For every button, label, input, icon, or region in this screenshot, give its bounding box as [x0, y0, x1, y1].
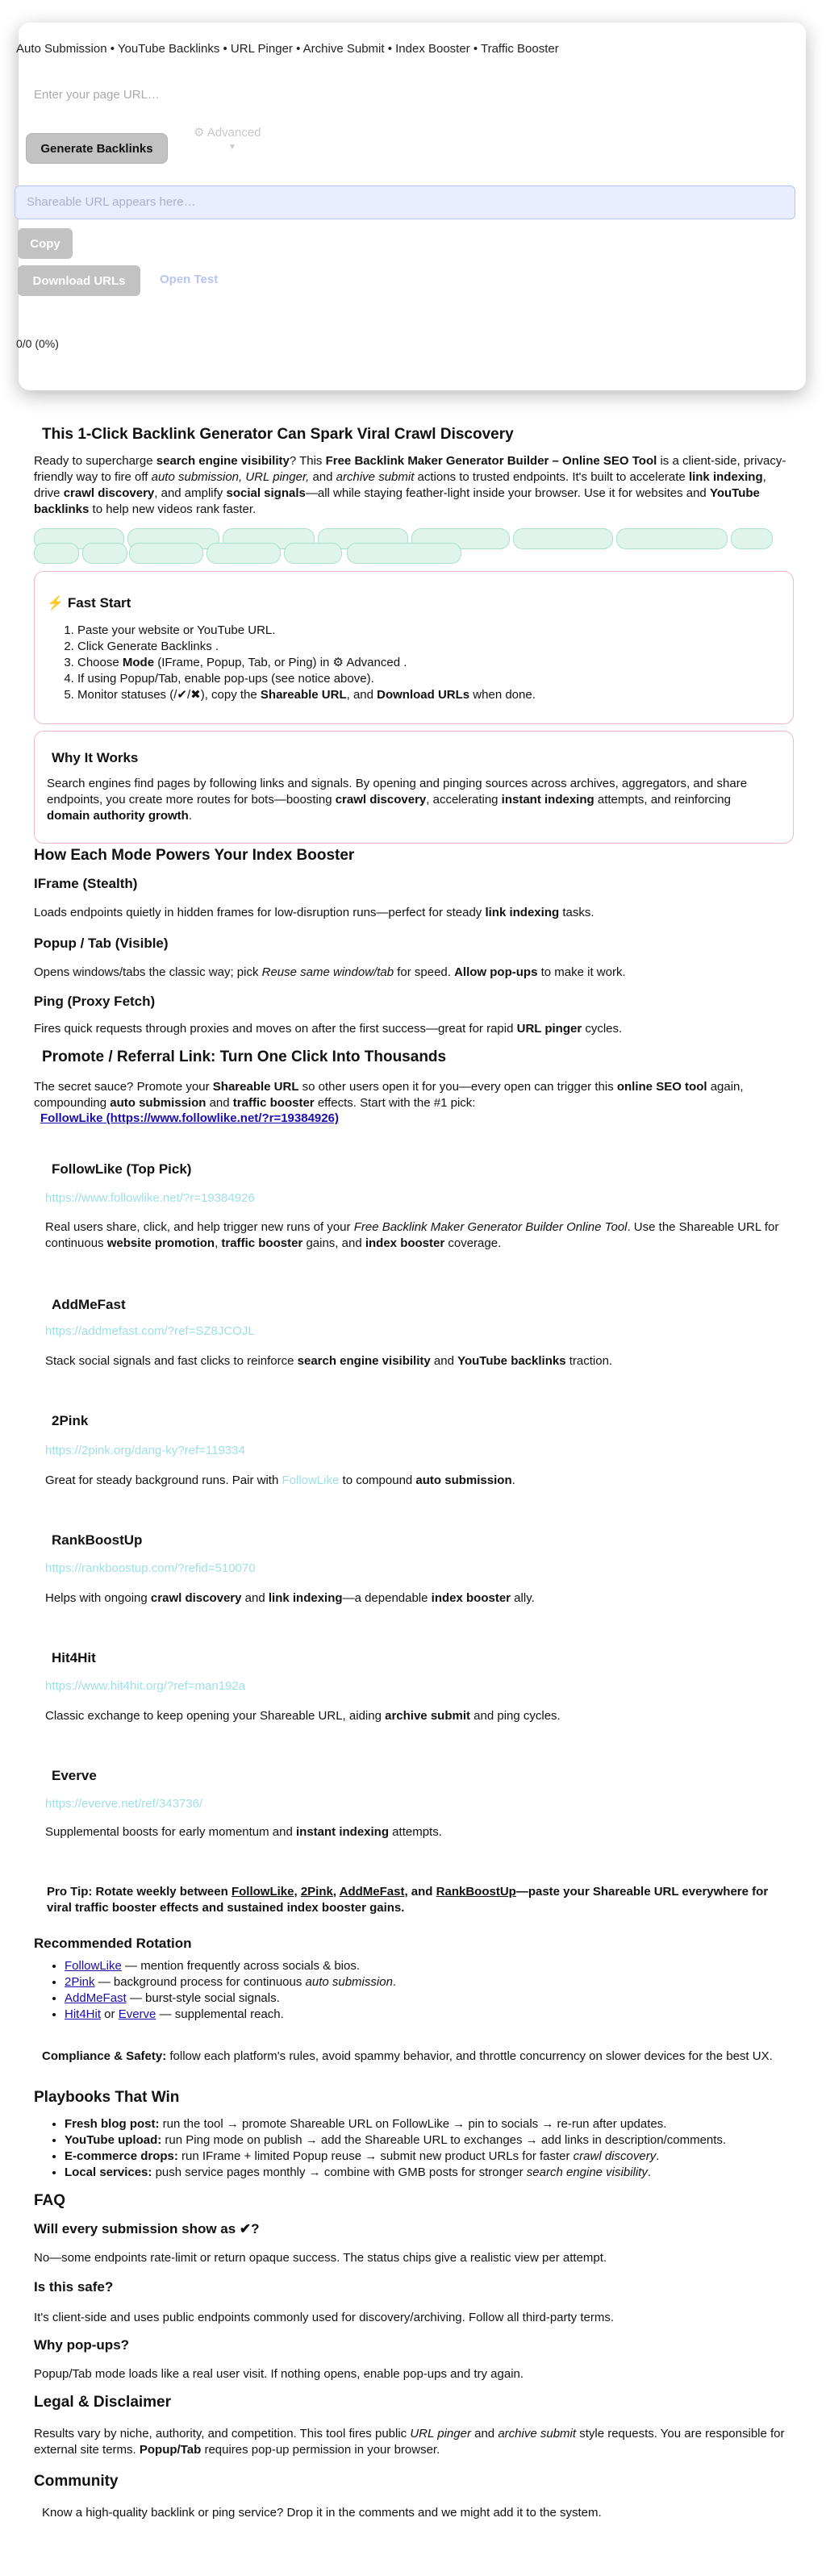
ping-mode-text: Fires quick requests through proxies and moves on after the first success—great for rapid URL pinger cycles. [34, 1022, 623, 1036]
step-item: 1. Paste your website or YouTube URL. [77, 623, 787, 639]
status-chip [284, 543, 342, 564]
protip-link-rankboostup[interactable]: RankBoostUp [436, 1885, 516, 1899]
playbooks-title: Playbooks That Win [34, 2089, 180, 2106]
rotation-list [35, 1958, 791, 2023]
list-item: • Fresh blog post: run the tool → promote Shareable URL on FollowLike → pin to socials → re-run after updates. [65, 2116, 823, 2132]
rotation-title: Recommended Rotation [34, 1936, 192, 1951]
status-chip [513, 528, 613, 549]
followlike-referral-link[interactable]: FollowLike (https://www.followlike.net/?r=19384926) [40, 1111, 339, 1125]
service-title-followlike: FollowLike (Top Pick) [52, 1161, 192, 1177]
compliance-note: Compliance & Safety: follow each platform's rules, avoid spammy behavior, and throttle concurrency on slower devices for the best UX. [42, 2049, 773, 2063]
service-title-rankboostup: RankBoostUp [52, 1532, 143, 1548]
protip-link-addmefast[interactable]: AddMeFast [339, 1885, 405, 1899]
pro-tip: Pro Tip: Rotate weekly between FollowLike, 2Pink, AddMeFast, and RankBoostUp—paste your Shareable URL everywhere for viral traffic booster effects and sustained index booster gains. [47, 1885, 769, 1915]
iframe-mode-text: Loads endpoints quietly in hidden frames for low-disruption runs—perfect for steady link indexing tasks. [34, 906, 594, 919]
service-title-2pink: 2Pink [52, 1413, 89, 1428]
protip-link-followlike[interactable]: FollowLike [231, 1885, 294, 1899]
service-link-2pink[interactable]: https://2pink.org/dang-ky?ref=119334 [45, 1444, 245, 1457]
shareable-url-field[interactable]: Shareable URL appears here… [15, 185, 795, 219]
service-desc-rankboostup: Helps with ongoing crawl discovery and link indexing—a dependable index booster ally. [45, 1591, 535, 1605]
faq-question: Is this safe? [34, 2279, 114, 2295]
step-item: 4. If using Popup/Tab, enable pop-ups (see notice above). [77, 671, 787, 687]
community-text: Know a high-quality backlink or ping service? Drop it in the comments and we might add it to the system. [42, 2506, 602, 2520]
protip-link-2pink[interactable]: 2Pink [300, 1885, 333, 1899]
faq-answer: It's client-side and uses public endpoints commonly used for discovery/archiving. Follow all third-party terms. [34, 2311, 615, 2324]
promote-text: The secret sauce? Promote your Shareable URL so other users open it for you—every open can trigger this online SEO tool again, compounding auto submission and traffic booster effects. Start with the #1 pick: [34, 1080, 744, 1110]
rotation-link-hit4hit[interactable]: Hit4Hit [65, 2007, 102, 2021]
service-link-followlike[interactable]: https://www.followlike.net/?r=19384926 [45, 1191, 255, 1205]
rotation-link-everve[interactable]: Everve [118, 2007, 156, 2021]
copy-button[interactable]: Copy [18, 228, 73, 259]
service-desc-hit4hit: Classic exchange to keep opening your Shareable URL, aiding archive submit and ping cycles. [45, 1709, 561, 1723]
list-item: • YouTube upload: run Ping mode on publish → add the Shareable URL to exchanges → add links in description/comments. [65, 2132, 823, 2149]
step-item: 5. Monitor statuses (/✔/✖), copy the Shareable URL, and Download URLs when done. [77, 687, 787, 703]
intro-paragraph: Ready to supercharge search engine visibility? This Free Backlink Maker Generator Builder – Online SEO Tool is a client-side, privacy-friendly way to fire off auto submission, URL pinger, and archive submit actions to trusted endpoints. It's built to accelerate link indexing, drive crawl discovery, and amplify social signals—all while staying feather-light inside your browser. Use it for websites and YouTube backlinks to help new videos rank faster. [34, 454, 786, 516]
service-link-rankboostup[interactable]: https://rankboostup.com/?refid=510070 [45, 1561, 256, 1575]
inline-followlike-link[interactable]: FollowLike [282, 1473, 340, 1487]
open-test-link[interactable]: Open Test [160, 273, 219, 286]
service-desc-followlike: Real users share, click, and help trigger new runs of your Free Backlink Maker Generator Builder Online Tool. Use the Shareable URL for continuous website promotion, traffic booster gains, and index booster coverage. [45, 1220, 779, 1250]
service-link-everve[interactable]: https://everve.net/ref/343736/ [45, 1797, 203, 1811]
progress-counter: 0/0 (0%) [16, 337, 59, 350]
list-item: • Hit4Hit or Everve — supplemental reach. [65, 2007, 791, 2023]
intro-title: This 1-Click Backlink Generator Can Spark Viral Crawl Discovery [42, 426, 514, 443]
service-title-everve: Everve [52, 1768, 97, 1783]
status-chip [616, 528, 728, 549]
list-item: • FollowLike — mention frequently across socials & bios. [65, 1958, 791, 1974]
list-item: • E-commerce drops: run IFrame + limited Popup reuse → submit new product URLs for faster crawl discovery. [65, 2149, 823, 2165]
faq-question: Why pop-ups? [34, 2337, 130, 2353]
list-item: • Local services: push service pages monthly → combine with GMB posts for stronger search engine visibility. [65, 2165, 823, 2181]
status-chip [82, 543, 127, 564]
community-title: Community [34, 2473, 119, 2490]
ping-mode-title: Ping (Proxy Fetch) [34, 994, 156, 1009]
fast-start-steps [50, 623, 787, 703]
service-desc-everve: Supplemental boosts for early momentum and instant indexing attempts. [45, 1825, 442, 1839]
why-it-works-text: Search engines find pages by following links and signals. By opening and pinging sources across archives, aggregators, and share endpoints, you create more routes for bots—boosting crawl discovery, accelerating instant indexing attempts, and reinforcing domain authority growth. [47, 777, 748, 823]
promote-title: Promote / Referral Link: Turn One Click Into Thousands [42, 1048, 447, 1065]
faq-title: FAQ [34, 2192, 66, 2209]
iframe-mode-title: IFrame (Stealth) [34, 876, 138, 891]
faq-answer: No—some endpoints rate-limit or return opaque success. The status chips give a realistic view per attempt. [34, 2251, 607, 2265]
service-desc-addmefast: Stack social signals and fast clicks to reinforce search engine visibility and YouTube backlinks traction. [45, 1354, 613, 1368]
rotation-link-addmefast[interactable]: AddMeFast [65, 1991, 127, 2005]
faq-question: Will every submission show as ✔? [34, 2221, 260, 2236]
service-link-addmefast[interactable]: https://addmefast.com/?ref=SZ8JCOJL [45, 1324, 255, 1338]
fast-start-title: ⚡ Fast Start [47, 595, 131, 611]
service-title-addmefast: AddMeFast [52, 1297, 126, 1312]
step-item: 3. Choose Mode (IFrame, Popup, Tab, or Ping) in ⚙ Advanced . [77, 655, 787, 671]
advanced-toggle[interactable]: ⚙ Advanced [194, 126, 261, 140]
status-chip [34, 543, 79, 564]
download-urls-button[interactable]: Download URLs [18, 265, 140, 296]
status-chip [731, 528, 773, 549]
why-it-works-title: Why It Works [52, 750, 139, 765]
step-item: 2. Click Generate Backlinks . [77, 639, 787, 655]
tool-tagline: Auto Submission • YouTube Backlinks • URL Pinger • Archive Submit • Index Booster • Traffic Booster [16, 42, 559, 56]
popup-mode-text: Opens windows/tabs the classic way; pick Reuse same window/tab for speed. Allow pop-ups to make it work. [34, 965, 626, 979]
legal-title: Legal & Disclaimer [34, 2394, 172, 2411]
service-desc-2pink: Great for steady background runs. Pair with FollowLike to compound auto submission. [45, 1473, 515, 1487]
status-chip [206, 543, 281, 564]
status-chip [129, 543, 203, 564]
service-title-hit4hit: Hit4Hit [52, 1650, 96, 1665]
rotation-link-followlike[interactable]: FollowLike [65, 1959, 122, 1973]
playbooks-list [35, 2116, 823, 2181]
list-item: • AddMeFast — burst-style social signals. [65, 1990, 791, 2007]
chevron-down-icon[interactable]: ▼ [228, 143, 236, 152]
rotation-link-2pink[interactable]: 2Pink [65, 1975, 95, 1989]
url-input[interactable] [32, 82, 374, 106]
modes-title: How Each Mode Powers Your Index Booster [34, 847, 355, 864]
legal-text: Results vary by niche, authority, and competition. This tool fires public URL pinger and archive submit style requests. You are responsible for external site terms. Popup/Tab requires pop-up permission in your browser. [34, 2427, 785, 2457]
generate-backlinks-button[interactable]: Generate Backlinks [26, 133, 168, 164]
faq-answer: Popup/Tab mode loads like a real user visit. If nothing opens, enable pop-ups and try again. [34, 2367, 524, 2381]
status-chip [347, 543, 461, 564]
service-link-hit4hit[interactable]: https://www.hit4hit.org/?ref=man192a [45, 1679, 246, 1693]
list-item: • 2Pink — background process for continuous auto submission. [65, 1974, 791, 1990]
popup-mode-title: Popup / Tab (Visible) [34, 936, 169, 951]
